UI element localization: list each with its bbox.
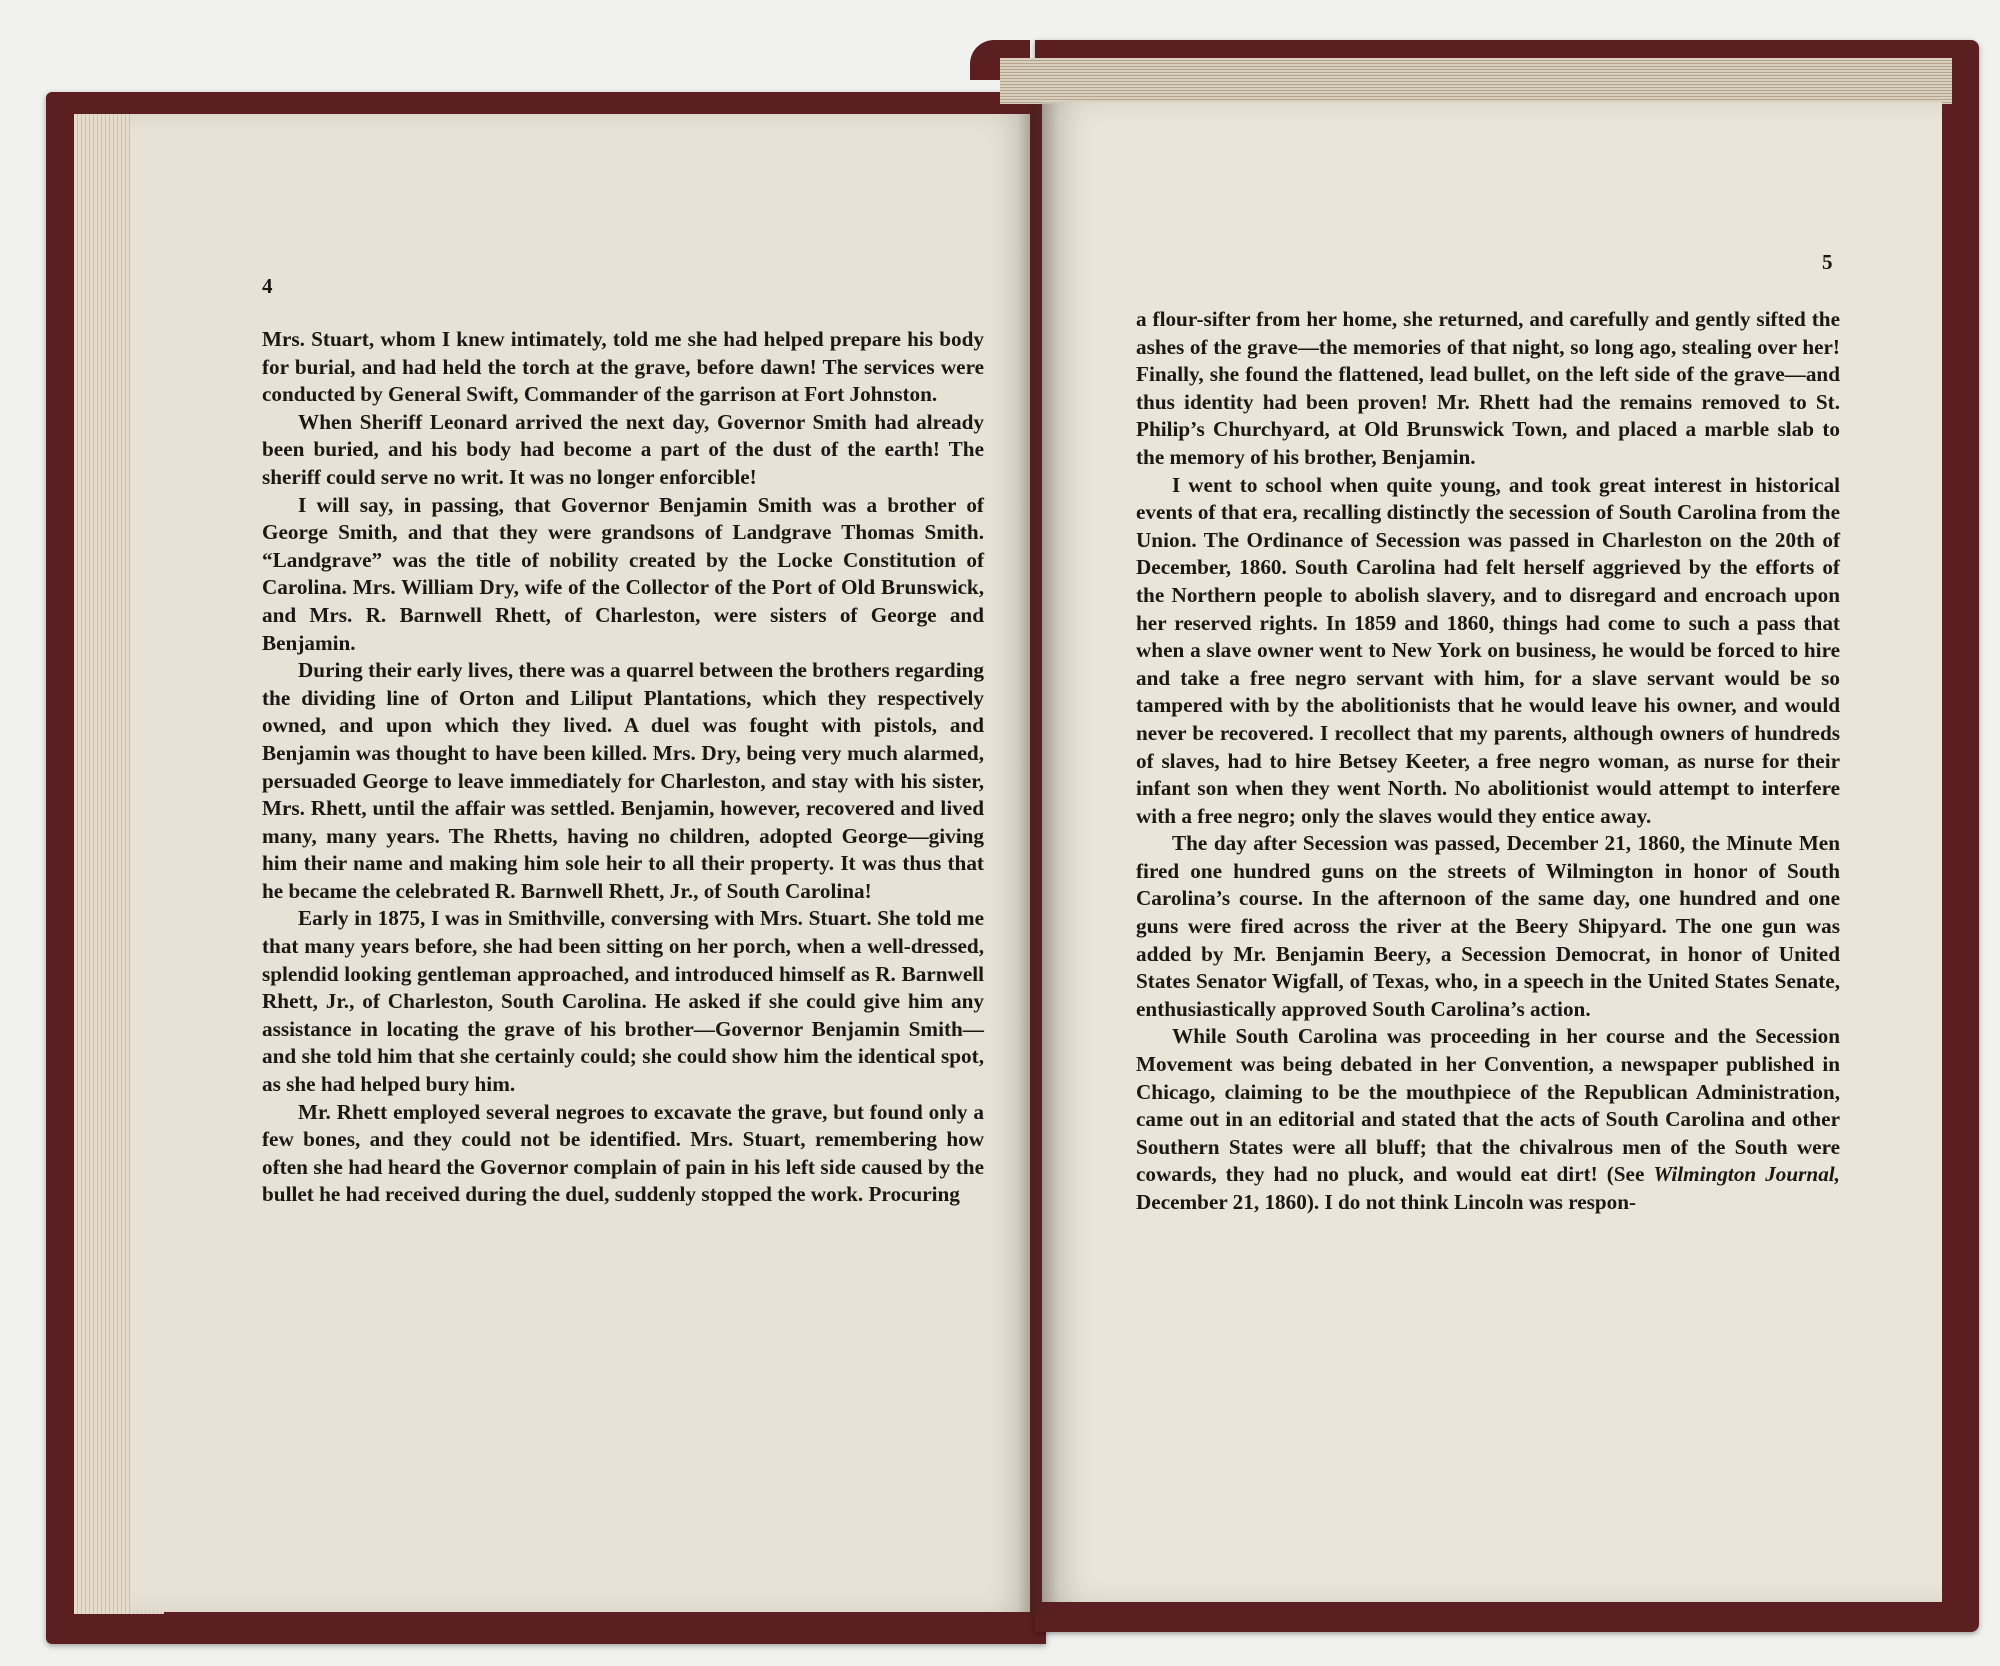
journal-title: Wilmington Journal,: [1653, 1162, 1840, 1187]
page-number-right: 5: [1822, 250, 1833, 274]
left-paragraph-4: During their early lives, there was a quarrel between the brothers regarding the dividing line of Orton and Liliput Plantations, which they respectively owned, and upon which they lived. A duel was fought with pistols, and Benjamin was thought to have been killed. Mrs. Dry, being very much alarmed, persuaded George to leave immediately for Charleston, and stay with his sister, Mrs. Rhett, until the affair was settled. Benjamin, however, recovered and lived many, many years. The Rhetts, having no children, adopted George—giving him their name and making him sole heir to all their property. It was thus that he became the celebrated R. Barnwell Rhett, Jr., of South Carolina!: [262, 658, 984, 903]
left-paragraph-2: When Sheriff Leonard arrived the next day, Governor Smith had already been buried, and his body had become a part of the dust of the earth! The sheriff could serve no writ. It was no longer enforcible!: [262, 409, 984, 489]
right-paragraph-4-end: December 21, 1860). I do not think Lincoln was respon-: [1136, 1190, 1637, 1214]
right-paragraph-4: [1136, 1023, 1840, 1216]
right-paragraph-3: The day after Secession was passed, December 21, 1860, the Minute Men fired one hundred guns on the streets of Wilmington in honor of South Carolina’s course. In the afternoon of the same day, one hundred and one guns were fired across the river at the Beery Shipyard. The one gun was added by Mr. Benjamin Beery, a Secession Democrat, in honor of United States Senator Wigfall, of Texas, who, in a speech in the United States Senate, enthusiastically approved South Carolina’s action.: [1136, 831, 1840, 1021]
left-page-text: [262, 326, 984, 1209]
right-paragraph-1: a flour-sifter from her home, she returned, and carefully and gently sifted the ashes of the grave—the memories of that night, so long ago, stealing over her! Finally, she found the flattened, lead bullet, on the left side of the grave—and thus identity had been proven! Mr. Rhett had the remains removed to St. Philip’s Churchyard, at Old Brunswick Town, and placed a marble slab to the memory of his brother, Benjamin.: [1136, 307, 1840, 469]
book-gutter: [1018, 104, 1058, 1614]
right-paragraph-4-text: While South Carolina was proceeding in her course and the Secession Movement was being debated in her Convention, a newspaper published in Chicago, claiming to be the mouthpiece of the Republican Administration, came out in an editorial and stated that the acts of South Carolina and other Southern States were all bluff; that the chivalrous men of the South were cowards, they had no pluck, and would eat dirt! (See: [1136, 1024, 1840, 1187]
left-paragraph-1: Mrs. Stuart, whom I knew intimately, told me she had helped prepare his body for burial, and had held the torch at the grave, before dawn! The services were conducted by General Swift, Commander of the garrison at Fort Johnston.: [262, 327, 984, 407]
page-number-left: 4: [262, 274, 273, 298]
left-paragraph-3: I will say, in passing, that Governor Benjamin Smith was a brother of George Smith, and that they were grandsons of Landgrave Thomas Smith. “Landgrave” was the title of nobility created by the Locke Constitution of Carolina. Mrs. William Dry, wife of the Collector of the Port of Old Brunswick, and Mrs. R. Barnwell Rhett, of Charleston, were sisters of George and Benjamin.: [262, 492, 984, 655]
left-paragraph-5: Early in 1875, I was in Smithville, conversing with Mrs. Stuart. She told me that many years before, she had been sitting on her porch, when a well-dressed, splendid looking gentleman approached, and introduced himself as R. Barnwell Rhett, Jr., of Charleston, South Carolina. He asked if she could give him any assistance in locating the grave of his brother—Governor Benjamin Smith—and she told him that she certainly could; she could show him the identical spot, as she had helped bury him.: [262, 906, 984, 1097]
page-edges-top: [1000, 58, 1952, 104]
right-paragraph-2: I went to school when quite young, and took great interest in historical events of that era, recalling distinctly the secession of South Carolina from the Union. The Ordinance of Secession was passed in Charleston on the 20th of December, 1860. South Carolina had felt herself aggrieved by the efforts of the Northern people to abolish slavery, and to disregard and encroach upon her reserved rights. In 1859 and 1860, things had come to such a pass that when a slave owner went to New York on business, he would be forced to hire and take a free negro servant with him, for a slave servant would be so tampered with by the abolitionists that he would leave his owner, and would never be recovered. I recollect that my parents, although owners of hundreds of slaves, had to hire Betsey Keeter, a free negro woman, as nurse for their infant son when they went North. No abolitionist would attempt to interfere with a free negro; only the slaves would they entice away.: [1136, 472, 1840, 828]
right-page-text: [1136, 306, 1840, 1217]
left-paragraph-6: Mr. Rhett employed several negroes to excavate the grave, but found only a few bones, and they could not be identified. Mrs. Stuart, remembering how often she had heard the Governor complain of pain in his left side caused by the bullet he had received during the duel, suddenly stopped the work. Procuring: [262, 1099, 984, 1207]
